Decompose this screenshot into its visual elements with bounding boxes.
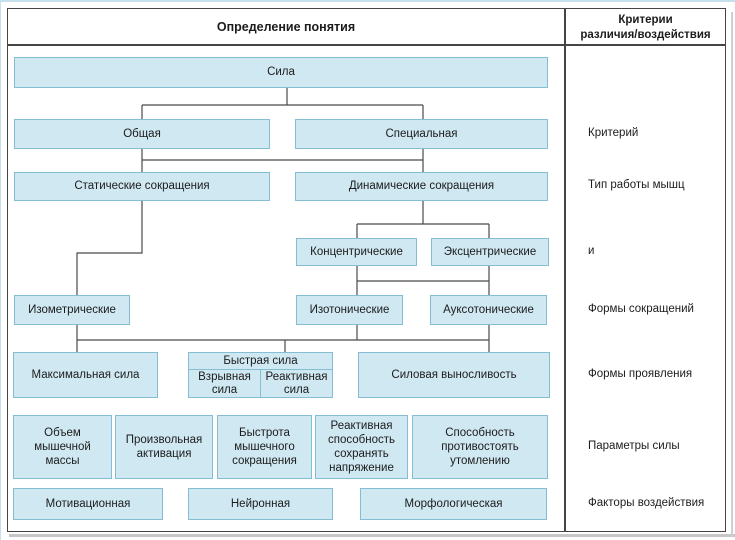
right-column-title-line1: Критерии: [618, 14, 673, 26]
node-factor-neural: Нейронная: [188, 488, 333, 520]
node-static-contractions: Статические сокращения: [14, 172, 270, 201]
node-param-muscle-mass: Объем мышечной массы: [13, 415, 112, 479]
node-max-strength: Максимальная сила: [13, 352, 158, 398]
node-auxotonic: Ауксотонические: [430, 295, 547, 325]
node-param-contraction-speed: Быстрота мышечного сокращения: [217, 415, 312, 479]
node-param-voluntary-activation: Произвольная активация: [115, 415, 213, 479]
page-edge-left: [0, 0, 1, 540]
node-concentric: Концентрические: [296, 238, 417, 266]
page-edge-top: [0, 0, 735, 2]
node-factor-motivational: Мотивационная: [13, 488, 163, 520]
criterion-label-influence-factors: Факторы воздействия: [588, 497, 705, 509]
right-column-title-line2: различия/воздействия: [580, 28, 711, 41]
left-column-title: Определение понятия: [216, 20, 356, 34]
criterion-label-manifestation-forms: Формы проявления: [588, 368, 693, 380]
node-isometric: Изометрические: [14, 295, 130, 325]
criterion-label-and: и: [588, 245, 595, 257]
node-speed-strength-group: [188, 352, 333, 398]
node-dynamic-contractions: Динамические сокращения: [295, 172, 548, 201]
node-general: Общая: [14, 119, 270, 149]
node-speed-strength: Быстрая сила: [189, 353, 332, 370]
node-eccentric: Эксцентрические: [431, 238, 549, 266]
page-edge-bottom: [9, 534, 735, 537]
criterion-label-criterion: Критерий: [588, 127, 639, 139]
node-strength: Сила: [14, 57, 548, 88]
node-explosive-strength: Взрывная сила: [189, 370, 261, 397]
node-isotonic: Изотонические: [296, 295, 403, 325]
node-param-fatigue-resistance: Способность противостоять утомлению: [412, 415, 548, 479]
column-divider: [564, 8, 566, 532]
node-factor-morphological: Морфологическая: [360, 488, 547, 520]
header-separator: [7, 44, 726, 46]
node-special: Специальная: [295, 119, 548, 149]
criterion-label-contraction-forms: Формы сокращений: [588, 303, 694, 315]
node-reactive-strength: Реактивная сила: [265, 370, 328, 396]
right-column-title: [565, 13, 726, 43]
criterion-label-muscle-work-type: Тип работы мышц: [588, 179, 685, 191]
criterion-label-strength-parameters: Параметры силы: [588, 440, 680, 452]
node-param-reactive-ability: Реактивная способность сохранять напряжение: [315, 415, 408, 479]
page-edge-right: [731, 12, 733, 537]
node-strength-endurance: Силовая выносливость: [358, 352, 550, 398]
